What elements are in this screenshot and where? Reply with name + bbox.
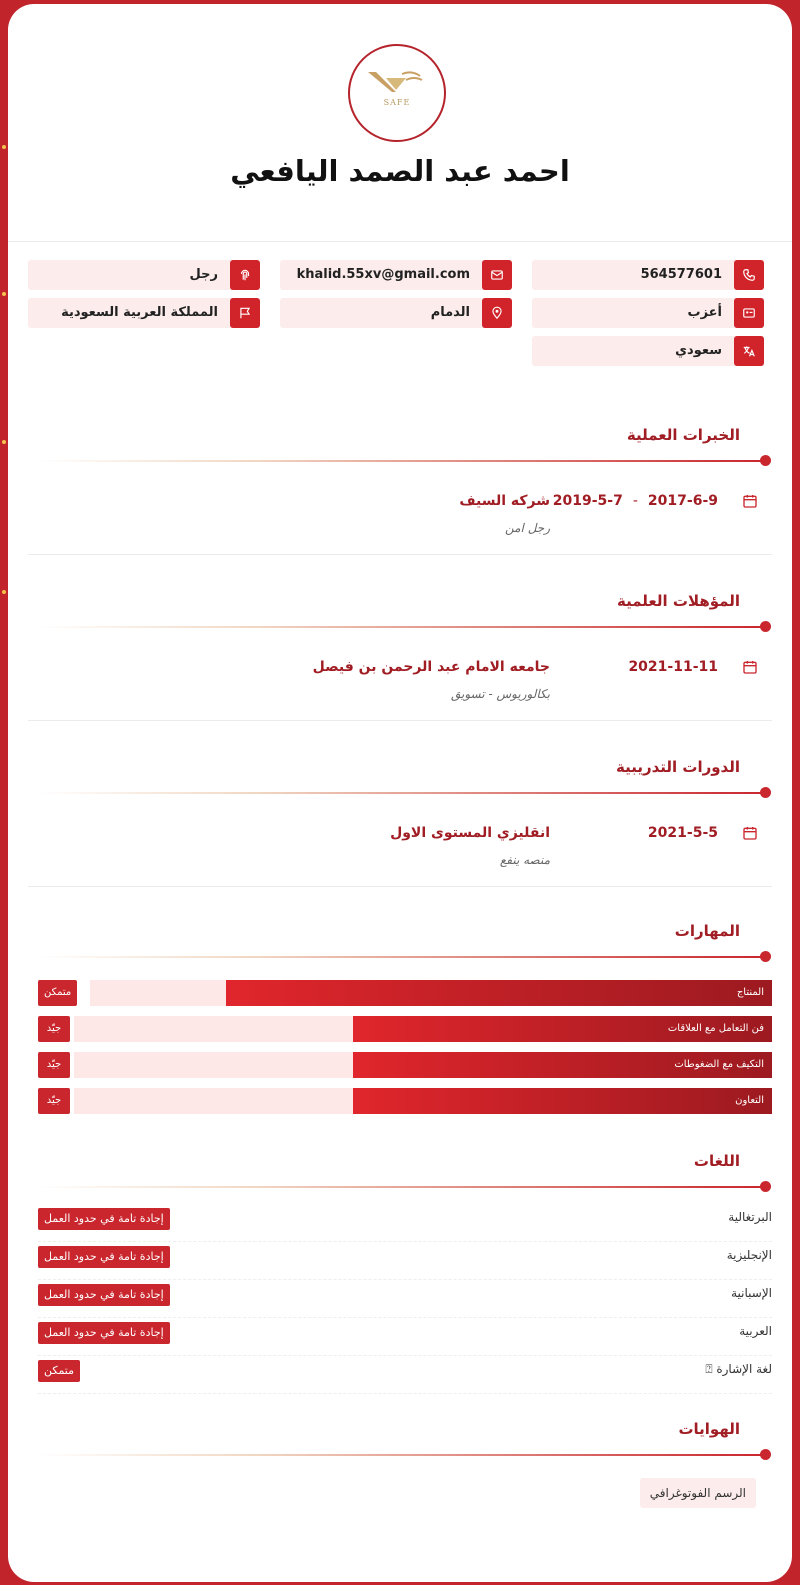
calendar-icon (742, 825, 758, 841)
experience-entry (28, 491, 772, 555)
id-card-icon (734, 298, 764, 328)
education-date: 2021-11-11 (628, 659, 718, 675)
experience-company: شركه السيف (459, 493, 550, 509)
email-item (280, 260, 512, 290)
language-name: العربية (739, 1324, 772, 1338)
course-date: 2021-5-5 (647, 825, 718, 841)
section-marker (760, 951, 771, 962)
section-marker (760, 1181, 771, 1192)
experience-role: رجل امن (504, 521, 550, 535)
city-value: الدمام (430, 305, 470, 320)
background-dot (2, 590, 6, 594)
background-dot (2, 292, 6, 296)
cv-header (8, 4, 792, 242)
language-level-badge: متمكن (38, 1360, 80, 1382)
language-name: البرتغالية (728, 1210, 772, 1224)
section-divider (38, 792, 764, 794)
company-logo (348, 44, 446, 142)
section-divider (38, 1454, 764, 1456)
hobbies-title: الهوايات (678, 1420, 740, 1438)
background-dot (2, 145, 6, 149)
city-item (280, 298, 512, 328)
cv-card (8, 4, 792, 1582)
section-marker (760, 787, 771, 798)
education-title: المؤهلات العلمية (617, 592, 740, 610)
marital-status-value: أعزب (687, 305, 722, 320)
experience-from: 2017-6-9 (647, 493, 718, 509)
language-row (38, 1284, 772, 1318)
experience-title: الخبرات العملية (626, 426, 740, 444)
education-degree: بكالوريوس - تسويق (450, 687, 550, 701)
gender-item (28, 260, 260, 290)
language-level-badge: إجادة تامة في حدود العمل (38, 1246, 170, 1268)
language-level-badge: إجادة تامة في حدود العمل (38, 1284, 170, 1306)
phone-value: 564577601 (640, 267, 722, 282)
skill-row (38, 1052, 772, 1078)
skill-name: المنتاج (736, 987, 764, 998)
calendar-icon (742, 659, 758, 675)
country-item (28, 298, 260, 328)
section-divider (38, 1186, 764, 1188)
section-divider (38, 460, 764, 462)
date-separator: - (632, 493, 638, 509)
flag-icon (230, 298, 260, 328)
language-level-badge: إجادة تامة في حدود العمل (38, 1322, 170, 1344)
skill-level-badge: جيّد (38, 1052, 70, 1078)
section-marker (760, 1449, 771, 1460)
skill-bar-fill (353, 1088, 772, 1114)
language-row (38, 1246, 772, 1280)
phone-item (532, 260, 764, 290)
section-divider (38, 956, 764, 958)
language-row (38, 1360, 772, 1394)
skill-name: التكيف مع الضغوطات (674, 1059, 764, 1070)
location-icon (482, 298, 512, 328)
languages-title: اللغات (693, 1152, 740, 1170)
experience-to: 2019-5-7 (552, 493, 623, 509)
email-value: khalid.55xv@gmail.com (296, 267, 470, 282)
logo-text: SAFE (383, 98, 411, 107)
fingerprint-icon (230, 260, 260, 290)
skills-title: المهارات (674, 922, 740, 940)
course-name: انقليزي المستوى الاول (390, 825, 550, 841)
marital-status-item (532, 298, 764, 328)
translate-icon (734, 336, 764, 366)
course-entry (28, 823, 772, 887)
education-institution: جامعه الامام عبد الرحمن بن فيصل (312, 659, 550, 675)
skill-level-badge: جيّد (38, 1016, 70, 1042)
candidate-name: احمد عبد الصمد اليافعي (230, 154, 570, 188)
language-row (38, 1208, 772, 1242)
course-provider: منصه ينفع (499, 853, 550, 867)
experience-dates (553, 493, 718, 509)
skill-name: التعاون (735, 1095, 764, 1106)
nationality-value: سعودي (675, 343, 722, 358)
gender-value: رجل (189, 267, 218, 282)
skill-row (38, 980, 772, 1006)
calendar-icon (742, 493, 758, 509)
section-divider (38, 626, 764, 628)
skill-name: فن التعامل مع العلاقات (667, 1023, 764, 1034)
language-row (38, 1322, 772, 1356)
nationality-item (532, 336, 764, 366)
skill-level-badge: متمكن (38, 980, 77, 1006)
education-entry (28, 657, 772, 721)
country-value: المملكة العربية السعودية (61, 305, 218, 320)
contact-info (28, 260, 772, 372)
hobby-chip: الرسم الفوتوغرافي (640, 1478, 756, 1508)
language-name: الإسبانية (731, 1286, 772, 1300)
language-name: لغة الإشارة ⍰ (705, 1362, 772, 1376)
skill-row (38, 1016, 772, 1042)
language-level-badge: إجادة تامة في حدود العمل (38, 1208, 170, 1230)
language-name: الإنجليزية (726, 1248, 772, 1262)
skill-bar-fill (226, 980, 772, 1006)
section-marker (760, 455, 771, 466)
courses-title: الدورات التدريبية (615, 758, 740, 776)
skill-level-badge: جيّد (38, 1088, 70, 1114)
section-marker (760, 621, 771, 632)
mail-icon (482, 260, 512, 290)
phone-icon (734, 260, 764, 290)
skill-row (38, 1088, 772, 1114)
background-dot (2, 440, 6, 444)
